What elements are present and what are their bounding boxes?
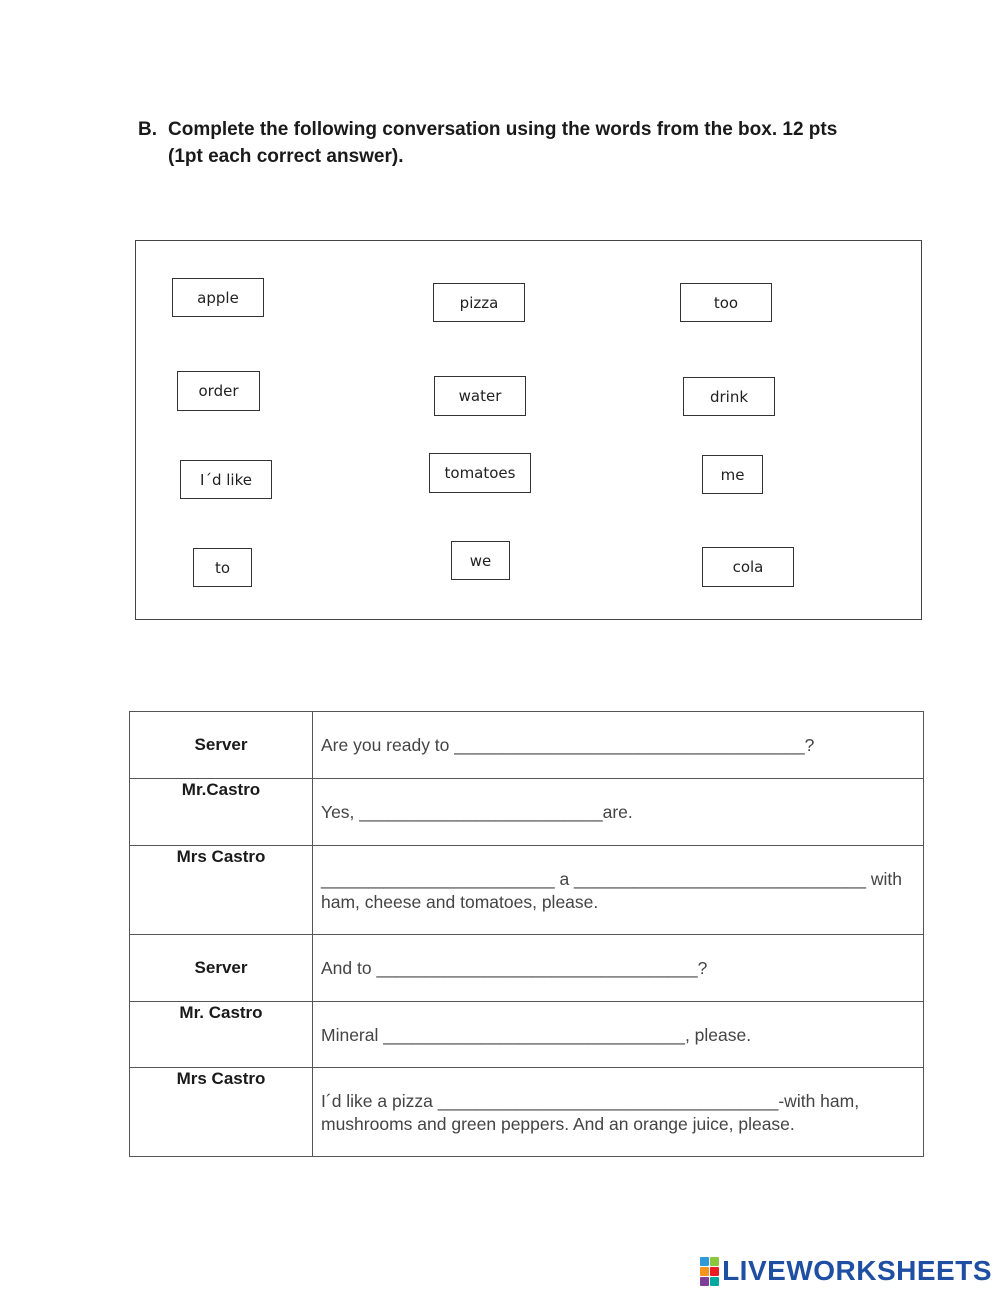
- word-chip[interactable]: drink: [683, 377, 775, 416]
- line-cell: [313, 712, 924, 779]
- table-row: [130, 935, 924, 1002]
- table-row: [130, 1068, 924, 1157]
- speaker-cell: [130, 712, 313, 779]
- logo-block: [700, 1257, 709, 1266]
- word-chip[interactable]: we: [451, 541, 510, 580]
- speaker-name: Mr.Castro: [181, 780, 261, 799]
- word-chip[interactable]: apple: [172, 278, 264, 317]
- word-chip[interactable]: too: [680, 283, 772, 322]
- speaker-name: Server: [194, 735, 248, 754]
- dialogue-line[interactable]: I´d like a pizza ___________________________________-with ham, mushrooms and green peppers. And an orange juice, please.: [321, 1091, 860, 1134]
- line-cell: [313, 1002, 924, 1068]
- logo-blocks-icon: [700, 1257, 719, 1286]
- dialogue-line[interactable]: ________________________ a ______________________________ with ham, cheese and tomatoes, please.: [321, 869, 903, 912]
- word-chip[interactable]: me: [702, 455, 763, 494]
- line-cell: [313, 1068, 924, 1157]
- word-chip[interactable]: cola: [702, 547, 794, 587]
- word-chip[interactable]: pizza: [433, 283, 525, 322]
- instruction: [138, 116, 858, 170]
- dialogue-line[interactable]: Yes, _________________________are.: [321, 802, 633, 822]
- line-cell: [313, 779, 924, 846]
- section-letter: B.: [138, 119, 157, 140]
- speaker-name: Mrs Castro: [176, 1069, 266, 1088]
- speaker-cell: [130, 846, 313, 935]
- table-row: [130, 846, 924, 935]
- word-chip[interactable]: order: [177, 371, 260, 411]
- logo-block: [700, 1277, 709, 1286]
- speaker-name: Server: [194, 958, 248, 977]
- liveworksheets-logo: [700, 1256, 992, 1286]
- brand-name: LIVEWORKSHEETS: [722, 1255, 992, 1286]
- conversation-table: [129, 711, 924, 1157]
- line-cell: [313, 846, 924, 935]
- table-row: [130, 779, 924, 846]
- speaker-cell: [130, 1002, 313, 1068]
- speaker-name: Mrs Castro: [176, 847, 266, 866]
- dialogue-line[interactable]: And to _________________________________?: [321, 958, 708, 978]
- logo-block: [710, 1267, 719, 1276]
- dialogue-line[interactable]: Are you ready to ____________________________________?: [321, 735, 815, 755]
- word-box: [135, 240, 922, 620]
- line-cell: [313, 935, 924, 1002]
- table-row: [130, 712, 924, 779]
- speaker-name: Mr. Castro: [179, 1003, 263, 1022]
- word-chip[interactable]: water: [434, 376, 526, 416]
- speaker-cell: [130, 779, 313, 846]
- logo-block: [710, 1257, 719, 1266]
- table-row: [130, 1002, 924, 1068]
- logo-block: [700, 1267, 709, 1276]
- instruction-text: Complete the following conversation using the words from the box. 12 pts (1pt each correct answer).: [168, 119, 838, 167]
- speaker-cell: [130, 1068, 313, 1157]
- speaker-cell: [130, 935, 313, 1002]
- dialogue-line[interactable]: Mineral _______________________________, please.: [321, 1025, 752, 1045]
- word-chip[interactable]: I´d like: [180, 460, 272, 499]
- word-chip[interactable]: tomatoes: [429, 453, 531, 493]
- word-chip[interactable]: to: [193, 548, 252, 587]
- logo-block: [710, 1277, 719, 1286]
